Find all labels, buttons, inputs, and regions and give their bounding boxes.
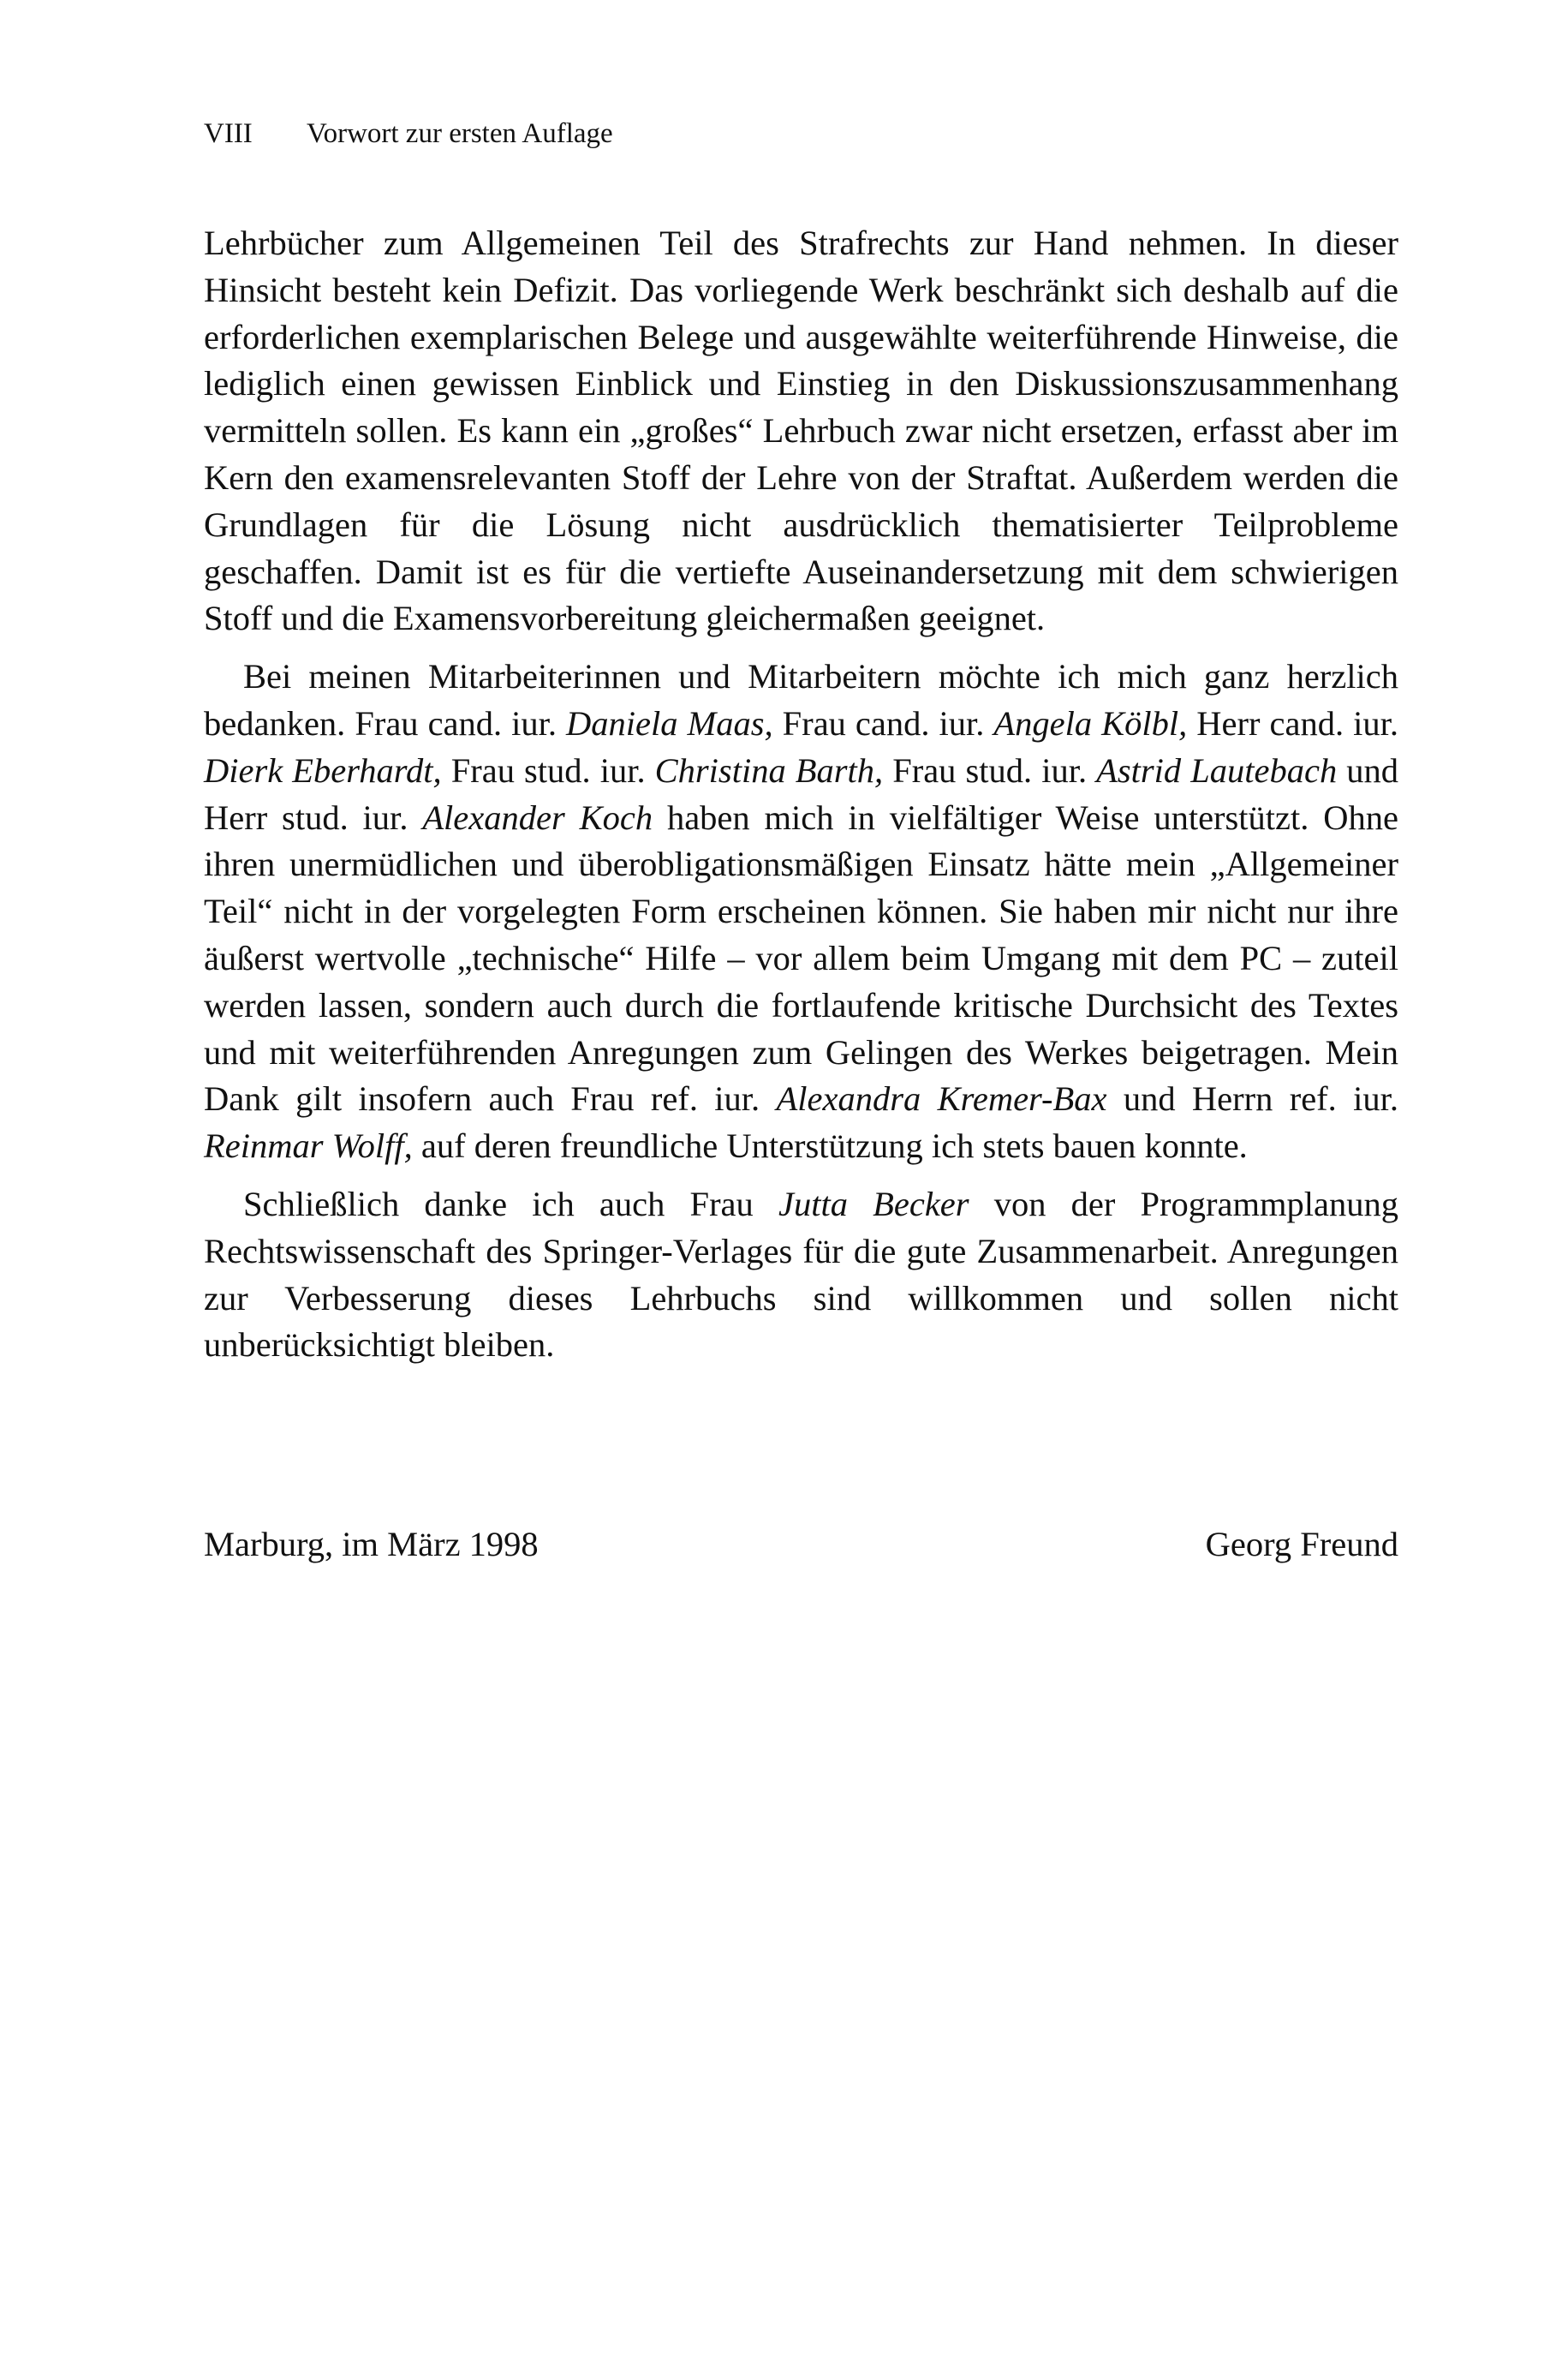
- body-text: [204, 220, 1398, 1369]
- paragraph-1-text: Lehrbücher zum Allgemeinen Teil des Strafrechts zur Hand nehmen. In dieser Hinsicht besteht kein Defizit. Das vorliegende Werk beschränkt sich deshalb auf die erforderlichen exemplarischen Belege und ausgewählte weiterführende Hinweise, die lediglich einen gewissen Einblick und Einstieg in den Diskussionszusammenhang vermitteln sollen. Es kann ein „großes“ Lehrbuch zwar nicht ersetzen, erfasst aber im Kern den examensrelevanten Stoff der Lehre von der Straftat. Außerdem werden die Grundlagen für die Lösung nicht ausdrücklich thematisierter Teilprobleme geschaffen. Damit ist es für die vertiefte Auseinandersetzung mit dem schwierigen Stoff und die Examensvorbereitung gleichermaßen geeignet.: [204, 224, 1398, 638]
- text-segment: Schließlich danke ich auch Frau: [243, 1184, 778, 1223]
- person-name: Jutta Becker: [778, 1184, 969, 1223]
- running-head: [204, 115, 613, 152]
- text-segment: haben mich in vielfältiger Weise unterstützt. Ohne ihren unermüdlichen und überobligationsmäßigen Einsatz hätte mein „Allgemeiner Teil“ nicht in der vorgelegten Form erscheinen können. Sie haben mir nicht nur ihre äußerst wertvolle „technische“ Hilfe – vor allem beim Umgang mit dem PC – zuteil werden lassen, sondern auch durch die fortlaufende kritische Durchsicht des Textes und mit weiterführenden Anregungen zum Gelingen des Werkes beigetragen. Mein Dank gilt insofern auch Frau ref. iur.: [204, 798, 1398, 1119]
- text-segment: und Herrn ref. iur.: [1106, 1079, 1399, 1119]
- author-name: Georg Freund: [1205, 1525, 1398, 1563]
- person-name: Astrid Lautebach: [1096, 750, 1338, 790]
- text-segment: Frau stud. iur.: [441, 750, 655, 790]
- text-segment: Bei meinen Mitarbeiterinnen und Mitarbeitern möchte ich mich ganz herzlich bedanken. Frau cand. iur.: [204, 657, 1398, 743]
- person-name: Reinmar Wolff,: [204, 1126, 413, 1166]
- person-name: Angela Kölbl,: [993, 703, 1188, 743]
- person-name: Christina Barth,: [654, 750, 884, 790]
- place-date: Marburg, im März 1998: [204, 1525, 539, 1563]
- person-name: Daniela Maas,: [566, 703, 773, 743]
- text-segment: von der Programmplanung Rechtswissenschaft des Springer-Verlages für die gute Zusammenarbeit. Anregungen zur Verbesserung dieses Lehrbuchs sind willkommen und sollen nicht unberücksichtigt bleiben.: [204, 1184, 1398, 1365]
- person-name: Alexandra Kremer-Bax: [776, 1079, 1107, 1119]
- person-name: Alexander Koch: [422, 798, 653, 837]
- text-segment: auf deren freundliche Unterstützung ich stets bauen konnte.: [412, 1126, 1248, 1166]
- text-segment: Frau cand. iur.: [772, 703, 994, 743]
- text-segment: und Herr stud. iur.: [204, 750, 1399, 837]
- text-segment: Herr cand. iur.: [1187, 703, 1398, 743]
- page-number: VIII: [204, 118, 253, 149]
- person-name: Dierk Eberhardt,: [204, 750, 442, 790]
- paragraph-2: [204, 654, 1398, 1170]
- paragraph-3: [204, 1181, 1398, 1369]
- signature-line: [204, 1521, 1398, 1568]
- text-segment: Frau stud. iur.: [883, 750, 1097, 790]
- paragraph-1: [204, 220, 1398, 642]
- running-title: Vorwort zur ersten Auflage: [307, 118, 613, 149]
